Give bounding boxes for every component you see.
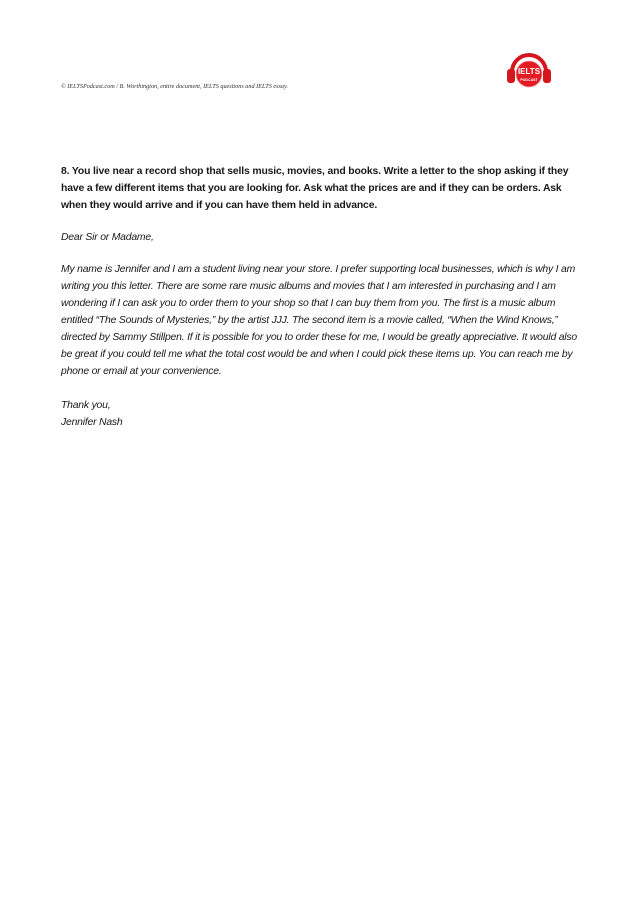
ielts-podcast-logo — [503, 42, 555, 94]
letter-body: My name is Jennifer and I am a student living near your store. I prefer supporting local businesses, which is why I am writing you this letter. There are some rare music albums and movies that I am interested in purchasing and I am wondering if I can ask you to order them to your shop so that I can buy them from you. The first is a music album entitled “The Sounds of Mysteries,” by the artist JJJ. The second item is a movie called, “When the Wind Knows,” directed by Sammy Stillpen. If it is possible for you to order these for me, I would be greatly appreciative. It would also be great if you could tell me what the total cost would be and when I could pick these items up. You can reach me by phone or email at your convenience. — [61, 264, 577, 377]
question-prompt: 8. You live near a record shop that sells music, movies, and books. Write a letter to the shop asking if they have a few different items that you are looking for. Ask what the prices are and if they can be orders. Ask when they would arrive and if you can have them held in advance. — [61, 166, 569, 211]
letter — [61, 229, 579, 431]
letter-signature: Jennifer Nash — [61, 417, 123, 428]
document-content — [61, 163, 579, 431]
logo-text-bottom: PODCAST — [520, 78, 538, 82]
headphones-icon — [503, 42, 555, 94]
letter-closing: Thank you, — [61, 400, 111, 411]
letter-salutation: Dear Sir or Madame, — [61, 232, 154, 243]
logo-text-top: IELTS — [517, 67, 541, 76]
copyright-note: © IELTSPodcast.com / B. Worthington, entire document, IELTS questions and IELTS essay. — [61, 83, 288, 90]
